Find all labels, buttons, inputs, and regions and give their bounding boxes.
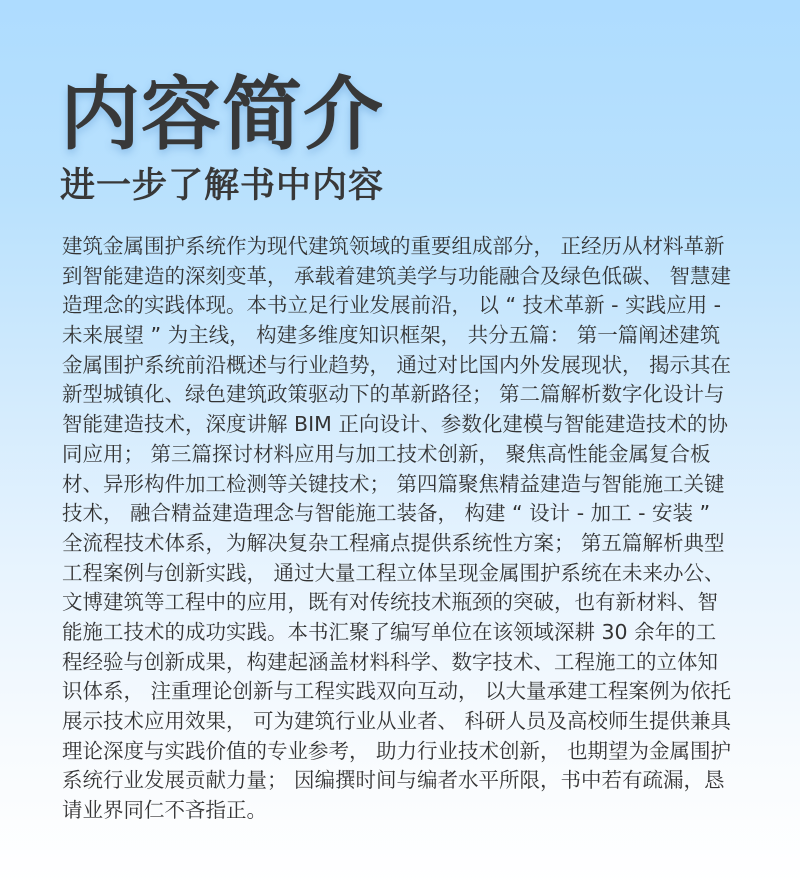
text-line: 理论深度与实践价值的专业参考， 助力行业技术创新， 也期望为金属围护 [62, 738, 732, 763]
text-line: 到智能建造的深刻变革， 承载着建筑美学与功能融合及绿色低碳、 智慧建 [62, 263, 732, 288]
text-line: 展示技术应用效果， 可为建筑行业从业者、 科研人员及高校师生提供兼具 [62, 709, 732, 733]
text-line: 未来展望 ” 为主线， 构建多维度知识框架， 共分五篇： 第一篇阐述建筑 [62, 323, 721, 348]
text-line: 请业界同仁不吝指正。 [62, 798, 267, 823]
text-line: 金属围护系统前沿概述与行业趋势， 通过对比国内外发展现状， 揭示其在 [62, 352, 732, 377]
page-subtitle: 进一步了解书中内容 [60, 166, 385, 206]
text-line: 建筑金属围护系统作为现代建筑领域的重要组成部分， 正经历从材料革新 [62, 234, 725, 258]
page-title: 内容简介 [60, 68, 384, 161]
text-line: 识体系， 注重理论创新与工程实践双向互动， 以大量承建工程案例为依托 [62, 679, 732, 704]
text-line: 造理念的实践体现。本书立足行业发展前沿， 以 “ 技术革新 - 实践应用 - [62, 293, 722, 318]
text-line: 能施工技术的成功实践。本书汇聚了编写单位在该领域深耕 30 余年的工 [62, 619, 717, 644]
book-introduction-text [62, 232, 740, 826]
text-line: 技术， 融合精益建造理念与智能施工装备， 构建 “ 设计 - 加工 - 安装 ” [62, 501, 711, 526]
text-line: 程经验与创新成果，构建起涵盖材料科学、数字技术、工程施工的立体知 [62, 649, 718, 674]
text-line: 新型城镇化、绿色建筑政策驱动下的革新路径； 第二篇解析数字化设计与 [62, 382, 725, 407]
text-line: 系统行业发展贡献力量； 因编撰时间与编者水平所限，书中若有疏漏，恳 [62, 768, 725, 793]
text-line: 材、异形构件加工检测等关键技术； 第四篇聚焦精益建造与智能施工关键 [62, 471, 725, 496]
header [60, 70, 384, 206]
text-line: 工程案例与创新实践， 通过大量工程立体呈现金属围护系统在未来办公、 [62, 560, 725, 585]
text-line: 文博建筑等工程中的应用，既有对传统技术瓶颈的突破，也有新材料、智 [62, 590, 718, 615]
text-line: 同应用； 第三篇探讨材料应用与加工技术创新， 聚焦高性能金属复合板 [62, 441, 711, 466]
text-line: 全流程技术体系，为解决复杂工程痛点提供系统性方案； 第五篇解析典型 [62, 530, 725, 555]
text-line: 智能建造技术，深度讲解 BIM 正向设计、参数化建模与智能建造技术的协 [62, 412, 728, 437]
